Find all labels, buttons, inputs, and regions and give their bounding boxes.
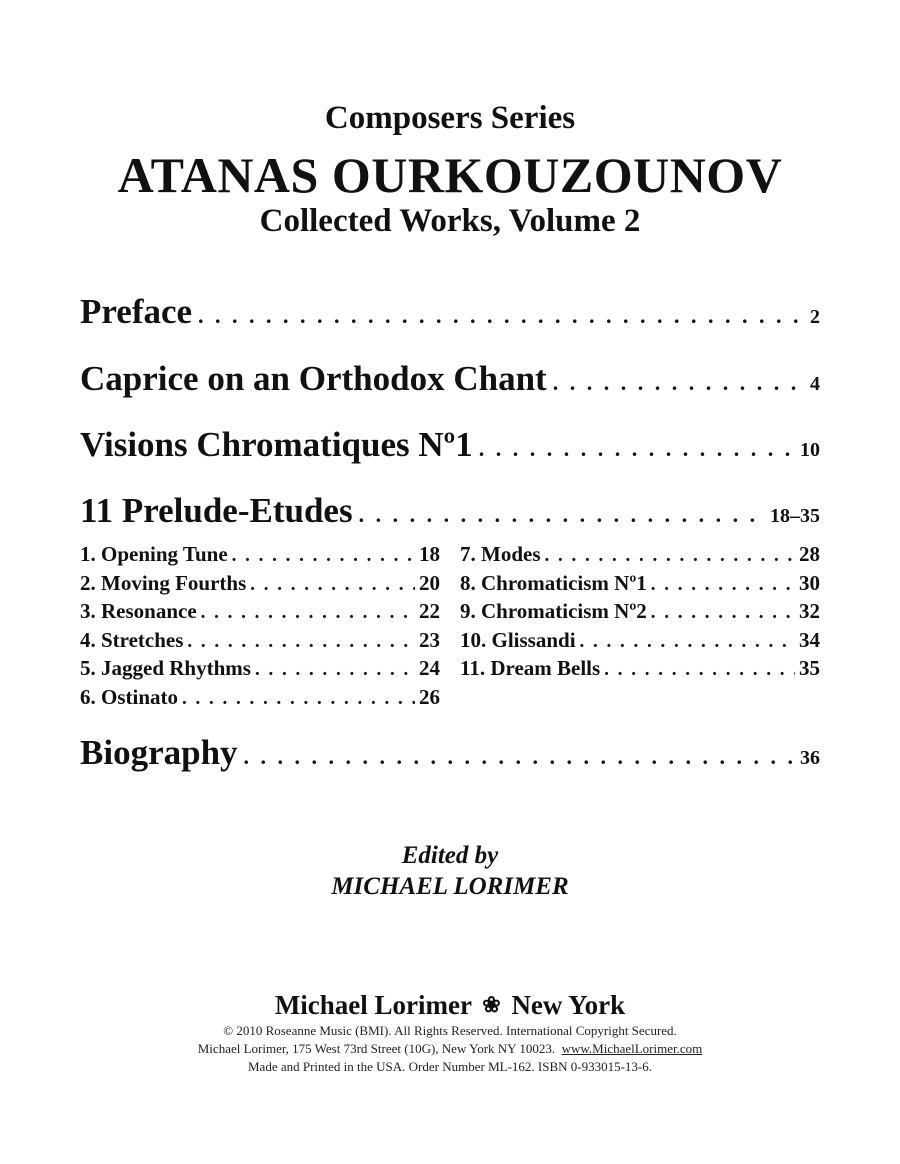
list-item (460, 571, 820, 600)
composer-name: ATANAS OURKOUZOUNOV (117, 147, 783, 203)
list-item-title: 8. Chromaticism Nº1 (460, 570, 647, 595)
publisher-name: Michael Lorimer (274, 990, 472, 1020)
list-item-title: 2. Moving Fourths (80, 570, 247, 595)
toc-entry-page: 10 (800, 439, 820, 461)
list-item (80, 599, 440, 628)
preludes-right-column (460, 542, 820, 685)
dot-leader (187, 631, 415, 653)
edited-by-label: Edited by (401, 842, 499, 869)
dot-leader (604, 659, 795, 681)
address-line (0, 1041, 900, 1057)
list-item-page: 34 (799, 627, 820, 652)
address-text: Michael Lorimer, 175 West 73rd Street (10G), New York NY 10023. (197, 1041, 556, 1056)
dot-leader (580, 631, 795, 653)
dot-leader (545, 545, 796, 567)
list-item-title: 6. Ostinato (80, 684, 179, 709)
toc-entry-page: 2 (810, 306, 820, 328)
list-item-title: 3. Resonance (80, 599, 197, 623)
list-item-page: 35 (799, 656, 820, 680)
website-link[interactable]: www.MichaelLorimer.com (561, 1041, 703, 1056)
list-item-page: 22 (419, 599, 440, 623)
list-item (460, 628, 820, 657)
flower-ornament-icon: ❀ (482, 992, 501, 1017)
list-item-title: 9. Chromaticism Nº2 (460, 599, 647, 623)
list-item-title: 11. Dream Bells (460, 656, 601, 680)
copyright-line: © 2010 Roseanne Music (BMI). All Rights Reserved. International Copyright Secured. (223, 1023, 677, 1038)
preludes-left-column (80, 542, 440, 713)
dot-leader (232, 545, 415, 567)
dot-leader (479, 436, 794, 462)
toc-entry-page: 18–35 (770, 505, 820, 527)
list-item (460, 542, 820, 571)
toc-entry-title: Preface (80, 292, 193, 331)
dot-leader (182, 688, 415, 710)
toc-entry-caprice (80, 359, 820, 399)
dot-leader (359, 502, 764, 528)
list-item-page: 18 (419, 542, 440, 566)
list-item-title: 1. Opening Tune (80, 542, 228, 566)
dot-leader (651, 602, 795, 624)
dot-leader (201, 602, 415, 624)
toc-entry-page: 4 (810, 373, 820, 395)
list-item-page: 20 (419, 570, 440, 595)
dot-leader (255, 659, 415, 681)
list-item-title: 7. Modes (460, 542, 541, 566)
volume-title: Collected Works, Volume 2 (259, 203, 641, 239)
list-item (460, 599, 820, 628)
toc-entry-preludes (80, 491, 820, 531)
list-item-page: 32 (799, 599, 820, 623)
toc-entry-preface (80, 292, 820, 332)
list-item-page: 30 (799, 570, 820, 595)
list-item (80, 685, 440, 714)
editor-name: MICHAEL LORIMER (331, 873, 569, 900)
toc-entry-visions (80, 425, 820, 465)
list-item (80, 571, 440, 600)
list-item (80, 656, 440, 685)
list-item-title: 5. Jagged Rhythms (80, 656, 251, 680)
toc-entry-biography (80, 733, 820, 773)
toc-entry-title: Biography (80, 733, 238, 772)
list-item (460, 656, 820, 685)
toc-entry-title: Caprice on an Orthodox Chant (80, 359, 547, 398)
printing-line: Made and Printed in the USA. Order Number ML-162. ISBN 0-933015-13-6. (247, 1059, 653, 1074)
list-item (80, 628, 440, 657)
list-item (80, 542, 440, 571)
toc-entry-title: 11 Prelude-Etudes (80, 491, 353, 530)
toc-entry-title: Visions Chromatiques Nº1 (80, 425, 473, 464)
dot-leader (553, 370, 804, 396)
list-item-title: 10. Glissandi (460, 627, 576, 652)
publisher-city: New York (511, 990, 626, 1020)
dot-leader (244, 744, 794, 770)
dot-leader (250, 574, 415, 596)
dot-leader (198, 303, 804, 329)
list-item-page: 23 (419, 627, 440, 652)
list-item-title: 4. Stretches (80, 627, 184, 652)
publisher-line (0, 990, 900, 1021)
list-item-page: 24 (419, 656, 440, 680)
series-title: Composers Series (324, 100, 576, 136)
list-item-page: 26 (419, 684, 440, 709)
dot-leader (651, 574, 795, 596)
toc-entry-page: 36 (800, 747, 820, 769)
list-item-page: 28 (799, 542, 820, 566)
